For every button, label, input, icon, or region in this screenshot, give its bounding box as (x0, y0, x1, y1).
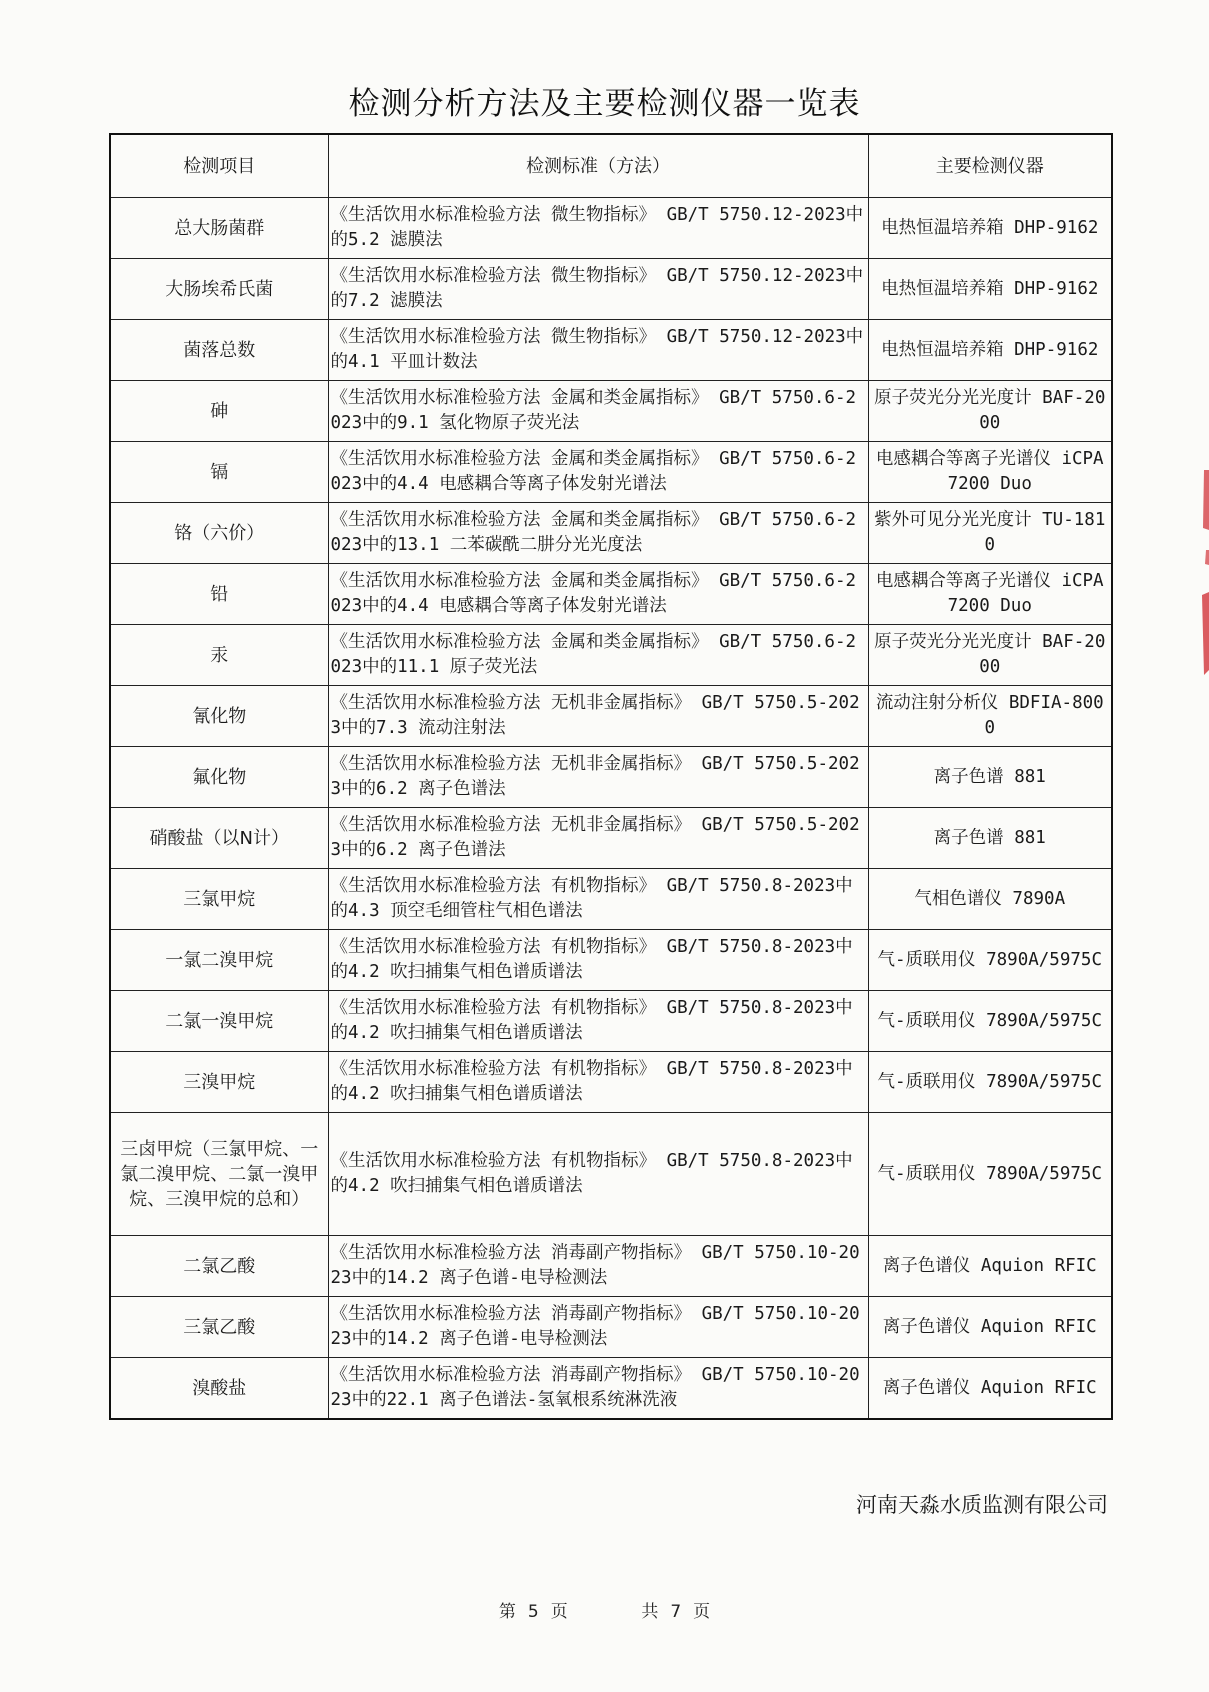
cell-instrument: 原子荧光分光光度计 BAF-2000 (868, 625, 1112, 686)
cell-item: 三卤甲烷（三氯甲烷、一氯二溴甲烷、二氯一溴甲烷、三溴甲烷的总和） (110, 1113, 328, 1236)
table-row (110, 930, 1112, 991)
cell-method: 《生活饮用水标准检验方法 有机物指标》 GB/T 5750.8-2023中的4.2 吹扫捕集气相色谱质谱法 (328, 1052, 868, 1113)
header-method: 检测标准（方法） (328, 134, 868, 198)
cell-item: 一氯二溴甲烷 (110, 930, 328, 991)
cell-instrument: 气相色谱仪 7890A (868, 869, 1112, 930)
cell-item: 铬（六价） (110, 503, 328, 564)
page-number: 5 (527, 1602, 539, 1622)
cell-method: 《生活饮用水标准检验方法 微生物指标》 GB/T 5750.12-2023中的7.2 滤膜法 (328, 259, 868, 320)
cell-method: 《生活饮用水标准检验方法 金属和类金属指标》 GB/T 5750.6-2023中的11.1 原子荧光法 (328, 625, 868, 686)
table-row (110, 1113, 1112, 1236)
methods-table (109, 133, 1113, 1420)
cell-item: 三氯乙酸 (110, 1297, 328, 1358)
cell-method: 《生活饮用水标准检验方法 无机非金属指标》 GB/T 5750.5-2023中的6.2 离子色谱法 (328, 808, 868, 869)
company-name: 河南天淼水质监测有限公司 (856, 1493, 1108, 1517)
cell-instrument: 离子色谱 881 (868, 808, 1112, 869)
table-row (110, 869, 1112, 930)
page-title: 检测分析方法及主要检测仪器一览表 (348, 86, 861, 122)
table-row (110, 686, 1112, 747)
cell-method: 《生活饮用水标准检验方法 金属和类金属指标》 GB/T 5750.6-2023中的9.1 氢化物原子荧光法 (328, 381, 868, 442)
cell-method: 《生活饮用水标准检验方法 微生物指标》 GB/T 5750.12-2023中的5.2 滤膜法 (328, 198, 868, 259)
page-label: 第 (498, 1602, 516, 1622)
cell-instrument: 原子荧光分光光度计 BAF-2000 (868, 381, 1112, 442)
cell-item: 三溴甲烷 (110, 1052, 328, 1113)
table-row (110, 1297, 1112, 1358)
cell-item: 三氯甲烷 (110, 869, 328, 930)
seal-mark (1203, 470, 1209, 530)
cell-instrument: 离子色谱 881 (868, 747, 1112, 808)
cell-item: 氟化物 (110, 747, 328, 808)
header-item: 检测项目 (110, 134, 328, 198)
table-row (110, 747, 1112, 808)
table-row (110, 1358, 1112, 1420)
seal-mark (1205, 550, 1209, 565)
cell-item: 镉 (110, 442, 328, 503)
cell-instrument: 电热恒温培养箱 DHP-9162 (868, 259, 1112, 320)
cell-method: 《生活饮用水标准检验方法 金属和类金属指标》 GB/T 5750.6-2023中的4.4 电感耦合等离子体发射光谱法 (328, 564, 868, 625)
cell-method: 《生活饮用水标准检验方法 有机物指标》 GB/T 5750.8-2023中的4.2 吹扫捕集气相色谱质谱法 (328, 930, 868, 991)
cell-instrument: 气-质联用仪 7890A/5975C (868, 1113, 1112, 1236)
cell-instrument: 电感耦合等离子光谱仪 iCPA 7200 Duo (868, 564, 1112, 625)
cell-method: 《生活饮用水标准检验方法 无机非金属指标》 GB/T 5750.5-2023中的7.3 流动注射法 (328, 686, 868, 747)
table-header-row (110, 134, 1112, 198)
cell-item: 砷 (110, 381, 328, 442)
cell-method: 《生活饮用水标准检验方法 有机物指标》 GB/T 5750.8-2023中的4.3 顶空毛细管柱气相色谱法 (328, 869, 868, 930)
cell-instrument: 气-质联用仪 7890A/5975C (868, 991, 1112, 1052)
cell-item: 氰化物 (110, 686, 328, 747)
page-unit: 页 (550, 1602, 568, 1622)
cell-method: 《生活饮用水标准检验方法 消毒副产物指标》 GB/T 5750.10-2023中的14.2 离子色谱-电导检测法 (328, 1297, 868, 1358)
cell-item: 二氯乙酸 (110, 1236, 328, 1297)
cell-item: 溴酸盐 (110, 1358, 328, 1420)
cell-instrument: 电热恒温培养箱 DHP-9162 (868, 198, 1112, 259)
cell-method: 《生活饮用水标准检验方法 金属和类金属指标》 GB/T 5750.6-2023中的13.1 二苯碳酰二肼分光光度法 (328, 503, 868, 564)
cell-method: 《生活饮用水标准检验方法 有机物指标》 GB/T 5750.8-2023中的4.2 吹扫捕集气相色谱质谱法 (328, 1113, 868, 1236)
cell-instrument: 气-质联用仪 7890A/5975C (868, 1052, 1112, 1113)
table-row (110, 625, 1112, 686)
cell-item: 二氯一溴甲烷 (110, 991, 328, 1052)
cell-instrument: 紫外可见分光光度计 TU-1810 (868, 503, 1112, 564)
cell-item: 菌落总数 (110, 320, 328, 381)
table-row (110, 198, 1112, 259)
table-row (110, 1236, 1112, 1297)
cell-method: 《生活饮用水标准检验方法 无机非金属指标》 GB/T 5750.5-2023中的6.2 离子色谱法 (328, 747, 868, 808)
table-row (110, 1052, 1112, 1113)
header-instrument: 主要检测仪器 (868, 134, 1112, 198)
cell-item: 硝酸盐（以N计） (110, 808, 328, 869)
cell-method: 《生活饮用水标准检验方法 消毒副产物指标》 GB/T 5750.10-2023中的14.2 离子色谱-电导检测法 (328, 1236, 868, 1297)
cell-method: 《生活饮用水标准检验方法 消毒副产物指标》 GB/T 5750.10-2023中的22.1 离子色谱法-氢氧根系统淋洗液 (328, 1358, 868, 1420)
table-row (110, 259, 1112, 320)
table-row (110, 320, 1112, 381)
cell-item: 大肠埃希氏菌 (110, 259, 328, 320)
cell-method: 《生活饮用水标准检验方法 有机物指标》 GB/T 5750.8-2023中的4.2 吹扫捕集气相色谱质谱法 (328, 991, 868, 1052)
cell-method: 《生活饮用水标准检验方法 微生物指标》 GB/T 5750.12-2023中的4.1 平皿计数法 (328, 320, 868, 381)
table-row (110, 381, 1112, 442)
table-row (110, 991, 1112, 1052)
table-row (110, 503, 1112, 564)
cell-item: 铅 (110, 564, 328, 625)
cell-item: 总大肠菌群 (110, 198, 328, 259)
cell-instrument: 离子色谱仪 Aquion RFIC (868, 1358, 1112, 1420)
cell-instrument: 电感耦合等离子光谱仪 iCPA 7200 Duo (868, 442, 1112, 503)
total-unit: 页 (693, 1602, 711, 1622)
table-row (110, 808, 1112, 869)
cell-instrument: 电热恒温培养箱 DHP-9162 (868, 320, 1112, 381)
total-label: 共 (641, 1602, 659, 1622)
cell-instrument: 气-质联用仪 7890A/5975C (868, 930, 1112, 991)
cell-instrument: 流动注射分析仪 BDFIA-8000 (868, 686, 1112, 747)
cell-instrument: 离子色谱仪 Aquion RFIC (868, 1236, 1112, 1297)
cell-item: 汞 (110, 625, 328, 686)
cell-instrument: 离子色谱仪 Aquion RFIC (868, 1297, 1112, 1358)
cell-method: 《生活饮用水标准检验方法 金属和类金属指标》 GB/T 5750.6-2023中的4.4 电感耦合等离子体发射光谱法 (328, 442, 868, 503)
seal-stamp-edge (1195, 470, 1209, 700)
page-number-footer (0, 1597, 1209, 1622)
seal-mark (1202, 592, 1209, 675)
total-pages: 7 (670, 1602, 682, 1622)
table-row (110, 564, 1112, 625)
table-row (110, 442, 1112, 503)
